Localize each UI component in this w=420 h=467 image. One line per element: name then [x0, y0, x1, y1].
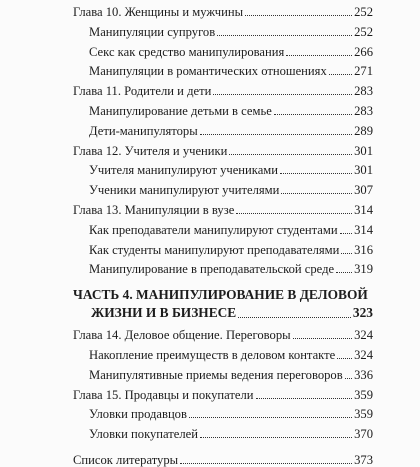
toc-entry[interactable] [89, 219, 373, 237]
toc-leader-dots [238, 317, 351, 318]
toc-entry[interactable] [73, 384, 373, 402]
toc-entry[interactable] [73, 324, 373, 342]
toc-leader-dots [236, 213, 352, 214]
toc-entry-page: 359 [354, 407, 373, 422]
toc-leader-dots [280, 173, 352, 174]
toc-entry-title: Уловки продавцов [89, 407, 187, 422]
toc-entry-page: 283 [354, 84, 373, 99]
toc-entry[interactable] [89, 364, 373, 382]
toc-leader-dots [245, 15, 352, 16]
toc-entry-title: Глава 13. Манипуляции в вузе [73, 203, 235, 217]
toc-entry-title: Как студенты манипулируют преподавателями [89, 242, 340, 257]
toc-leader-dots [345, 378, 352, 379]
toc-leader-dots [337, 358, 352, 359]
toc-entry[interactable] [89, 120, 373, 138]
toc-entry[interactable] [73, 199, 373, 217]
toc-leader-dots [180, 463, 352, 464]
toc-entry-title: Манипуляции в романтических отношениях [89, 64, 327, 79]
toc-entry-title: Дети-манипуляторы [89, 123, 198, 138]
toc-leader-dots [217, 35, 352, 36]
part-heading[interactable] [73, 286, 373, 322]
toc-entry-title: Манипулирование в преподавательской среде [89, 262, 335, 277]
toc-entry-title: Глава 10. Женщины и мужчины [73, 5, 244, 19]
toc-entry-page: 324 [354, 328, 373, 343]
toc-entry[interactable] [89, 21, 373, 39]
toc-leader-dots [336, 272, 352, 273]
toc-entry-page: 370 [354, 427, 373, 442]
toc-entry-page: 271 [354, 64, 373, 79]
toc-entry-title: Секс как средство манипулирования [89, 44, 285, 59]
toc-entry[interactable] [89, 100, 373, 118]
toc-entry[interactable] [89, 41, 373, 59]
toc-entry-title: Глава 15. Продавцы и покупатели [73, 387, 254, 402]
toc-entry-title: Глава 11. Родители и дети [73, 84, 212, 99]
toc-entry[interactable] [89, 423, 373, 441]
toc-entry-page: 336 [354, 367, 373, 382]
toc-leader-dots [256, 398, 353, 399]
toc-entry[interactable] [73, 140, 373, 158]
toc-entry[interactable] [89, 179, 373, 197]
toc-entry[interactable] [89, 60, 373, 78]
toc-leader-dots [329, 74, 352, 75]
toc-entry-page: 252 [354, 5, 373, 19]
toc-entry-page: 252 [354, 24, 373, 39]
toc-entry-title: Учителя манипулируют учениками [89, 163, 279, 178]
toc-leader-dots [189, 417, 352, 418]
toc-entry-page: 316 [354, 242, 373, 257]
toc-entry-title: Глава 12. Учителя и ученики [73, 143, 228, 158]
toc-leader-dots [274, 114, 352, 115]
toc-entry-title: Накопление преимуществ в деловом контакте [89, 348, 336, 362]
toc-entry-title: Глава 14. Деловое общение. Переговоры [73, 328, 291, 343]
toc-leader-dots [281, 193, 352, 194]
toc-entry-title: Манипуляции супругов [89, 24, 216, 39]
part-heading-page: 323 [352, 305, 373, 321]
toc-entry-page: 301 [354, 143, 373, 158]
toc-entry[interactable] [89, 159, 373, 177]
toc-entry[interactable] [89, 403, 373, 421]
toc-entry[interactable] [89, 258, 373, 276]
toc-entry-title: Манипулирование детьми в семье [89, 104, 272, 118]
toc-entry-bibliography[interactable] [73, 449, 373, 467]
toc-leader-dots [286, 55, 352, 56]
toc-entry-page: 289 [354, 123, 373, 138]
part-heading-line2: ЖИЗНИ И В БИЗНЕСЕ [91, 305, 237, 321]
toc-entry-title: Уловки покупателей [89, 427, 199, 442]
toc-leader-dots [293, 338, 353, 339]
toc-entry[interactable] [89, 239, 373, 257]
toc-entry-title: Список литературы [73, 453, 179, 467]
toc-entry-page: 319 [354, 262, 373, 277]
toc-leader-dots [213, 94, 352, 95]
toc-entry-title: Манипулятивные приемы ведения переговоров [89, 367, 343, 382]
toc-entry-page: 314 [354, 203, 373, 217]
toc-entry-title: Как преподаватели манипулируют студентами [89, 222, 338, 237]
part-heading-line1: ЧАСТЬ 4. МАНИПУЛИРОВАНИЕ В ДЕЛОВОЙ [73, 287, 368, 303]
toc-entry-page: 359 [354, 387, 373, 402]
toc-entry-page: 314 [354, 222, 373, 237]
toc-entry-page: 307 [354, 183, 373, 198]
toc-leader-dots [340, 233, 353, 234]
toc-entry-page: 301 [354, 163, 373, 178]
toc-entry-page: 373 [354, 453, 373, 467]
toc-leader-dots [200, 134, 352, 135]
toc-leader-dots [341, 253, 352, 254]
toc-leader-dots [200, 437, 352, 438]
toc-entry[interactable] [89, 344, 373, 362]
toc-entry[interactable] [73, 80, 373, 98]
toc-entry-page: 324 [354, 348, 373, 362]
toc-leader-dots [229, 154, 352, 155]
toc-entry-title: Ученики манипулируют учителями [89, 183, 280, 198]
toc-entry[interactable] [73, 1, 373, 19]
toc-entry-page: 283 [354, 104, 373, 118]
toc-entry-page: 266 [354, 44, 373, 59]
